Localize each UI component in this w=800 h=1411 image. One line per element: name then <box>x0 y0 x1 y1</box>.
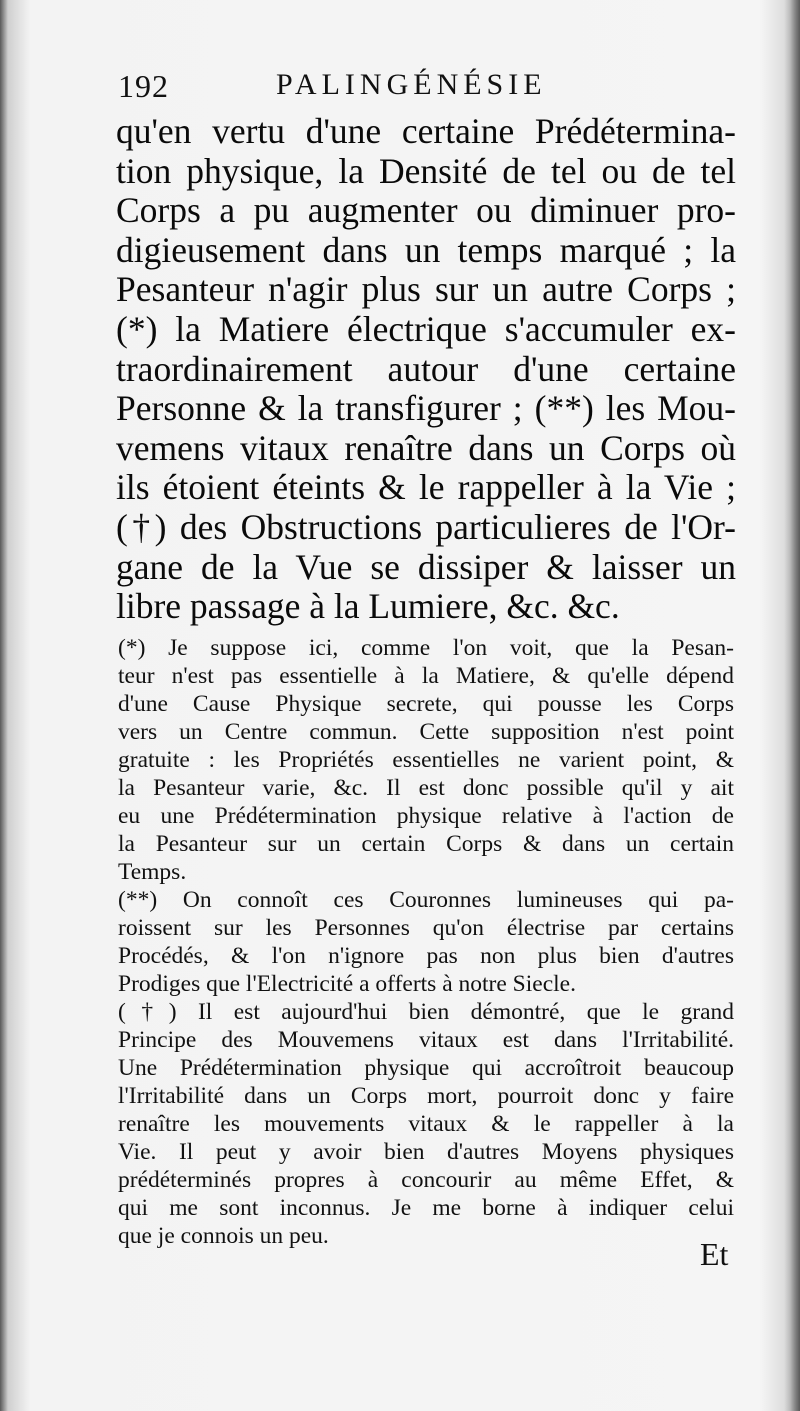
footnote-electricity-gravity <box>118 634 734 886</box>
footnote-line: l'Irritabilité dans un Corps mort, pourroit donc y faire <box>118 1083 734 1109</box>
page-edge-shadow <box>784 0 800 1411</box>
footnote-line: gratuite : les Propriétés essentielles ne varient point, & <box>118 747 734 773</box>
footnote-luminous-crowns <box>118 886 734 998</box>
main-text-line: (*) la Matiere électrique s'accumuler ex- <box>116 308 736 349</box>
footnote-line: roissent sur les Personnes qu'on électrise par certains <box>118 915 734 941</box>
footnote-line: vers un Centre commun. Cette supposition n'est point <box>118 719 734 745</box>
footnote-line: Procédés, & l'on n'ignore pas non plus bien d'autres <box>118 943 734 969</box>
footnote-line: la Pesanteur varie, &c. Il est donc possible qu'il y ait <box>118 775 734 801</box>
main-text-line: vemens vitaux renaître dans un Corps où <box>116 427 736 468</box>
footnote-line: renaître les mouvements vitaux & le rappeller à la <box>118 1111 734 1137</box>
footnote-irritability <box>118 998 734 1250</box>
footnote-line: Prodiges que l'Electricité a offerts à notre Siecle. <box>118 971 576 997</box>
footnote-line: teur n'est pas essentielle à la Matiere, & qu'elle dépend <box>118 663 734 689</box>
footnote-line: eu une Prédétermination physique relative à l'action de <box>118 803 734 829</box>
footnote-line: Temps. <box>118 859 187 885</box>
footnote-line: Une Prédétermination physique qui accroîtroit beaucoup <box>118 1055 734 1081</box>
main-text-line: Pesanteur n'agir plus sur un autre Corps ; <box>116 269 736 310</box>
main-text-line: gane de la Vue se dissiper & laisser un <box>116 546 736 587</box>
main-text-line: tion physique, la Densité de tel ou de tel <box>116 150 736 191</box>
catchword: Et <box>700 1236 729 1272</box>
footnote-line: Principe des Mouvemens vitaux est dans l'Irritabilité. <box>118 1027 734 1053</box>
footnote-line: (†) Il est aujourd'hui bien démontré, que le grand <box>118 999 734 1025</box>
footnote-line: prédéterminés propres à concourir au même Effet, & <box>118 1167 734 1193</box>
footnote-line: qui me sont inconnus. Je me borne à indiquer celui <box>118 1195 734 1221</box>
main-text-line: libre passage à la Lumiere, &c. &c. <box>116 586 620 627</box>
main-text-line: (†) des Obstructions particulieres de l'Or- <box>116 506 736 547</box>
footnotes <box>118 634 734 1250</box>
footnote-line: que je connois un peu. <box>118 1223 329 1249</box>
footnote-line: la Pesanteur sur un certain Corps & dans un certain <box>118 831 734 857</box>
main-text-line: qu'en vertu d'une certaine Prédétermina- <box>116 111 736 151</box>
footnote-line: d'une Cause Physique secrete, qui pousse les Corps <box>118 691 734 717</box>
main-text-line: Personne & la transfigurer ; (**) les Mou- <box>116 388 736 429</box>
footnote-line: (**) On connoît ces Couronnes lumineuses qui pa- <box>118 887 734 913</box>
footnote-line: (*) Je suppose ici, comme l'on voit, que la Pesan- <box>118 635 734 661</box>
main-text-line: traordinairement autour d'une certaine <box>116 348 736 389</box>
main-text-line: ils étoient éteints & le rappeller à la Vie ; <box>116 467 736 508</box>
page-header <box>118 68 738 112</box>
running-head: PALINGÉNÉSIE <box>276 68 547 101</box>
footnote-line: Vie. Il peut y avoir bien d'autres Moyens physiques <box>118 1139 734 1165</box>
main-text <box>116 112 736 627</box>
main-text-line: Corps a pu augmenter ou diminuer pro- <box>116 190 736 231</box>
main-text-line: digieusement dans un temps marqué ; la <box>116 229 736 270</box>
page-number: 192 <box>118 68 169 104</box>
